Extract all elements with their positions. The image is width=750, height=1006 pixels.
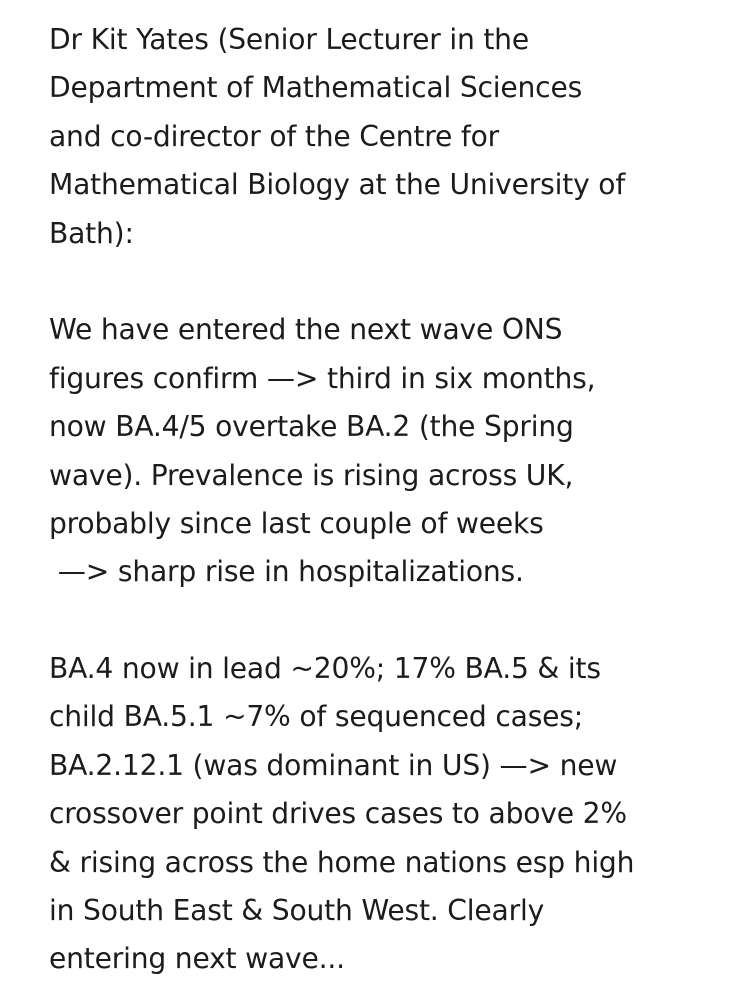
text-line: crossover point drives cases to above 2%: [49, 797, 627, 831]
paragraph-variants: [49, 645, 709, 984]
text-line: now BA.4/5 overtake BA.2 (the Spring: [49, 410, 574, 444]
paragraph-spacer: [49, 597, 709, 645]
text-line: Dr Kit Yates (Senior Lecturer in the: [49, 23, 529, 56]
paragraph-attribution: [49, 16, 709, 258]
text-line: We have entered the next wave ONS: [49, 313, 563, 347]
paragraph-wave-summary: [49, 306, 709, 596]
text-line: and co-director of the Centre for: [49, 119, 500, 153]
text-line: in South East & South West. Clearly: [49, 894, 545, 928]
text-line: BA.4 now in lead ~20%; 17% BA.5 & its: [49, 652, 601, 686]
text-line: child BA.5.1 ~7% of sequenced cases;: [49, 700, 584, 734]
text-line: figures confirm —> third in six months,: [49, 361, 596, 395]
text-line: probably since last couple of weeks: [49, 506, 544, 540]
text-line: Bath):: [49, 216, 134, 250]
text-line: entering next wave...: [49, 942, 345, 976]
text-line: & rising across the home nations esp high: [49, 845, 635, 879]
text-line: —> sharp rise in hospitalizations.: [49, 555, 524, 589]
text-line: BA.2.12.1 (was dominant in US) —> new: [49, 748, 618, 782]
paragraph-spacer: [49, 258, 709, 306]
note-body: [49, 16, 709, 984]
text-line: Department of Mathematical Sciences: [49, 71, 583, 105]
text-line: wave). Prevalence is rising across UK,: [49, 458, 574, 492]
text-line: Mathematical Biology at the University of: [49, 168, 626, 202]
